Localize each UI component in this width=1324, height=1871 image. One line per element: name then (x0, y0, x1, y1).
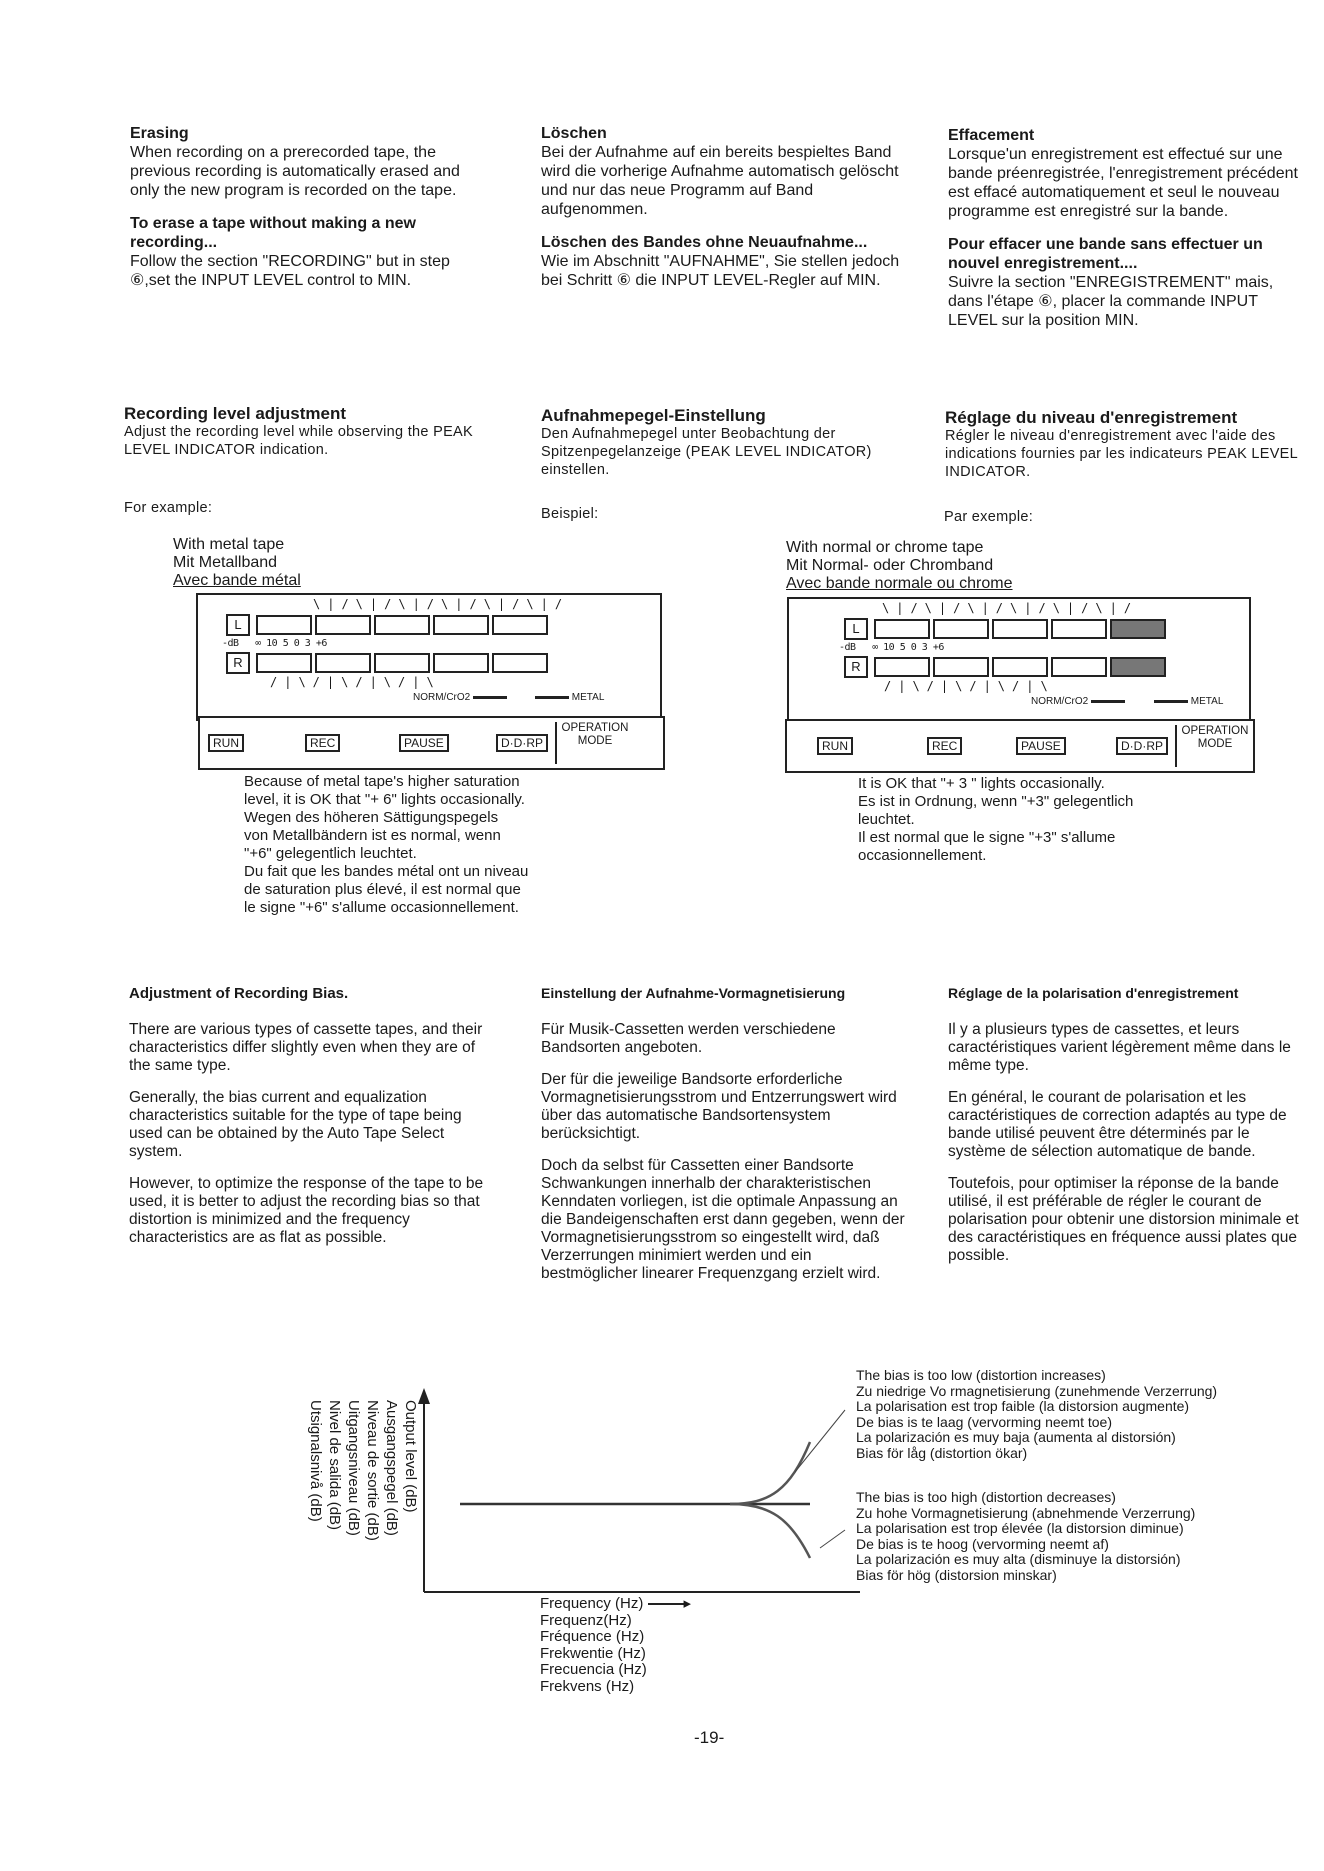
metal-rec-indicator: REC (305, 734, 340, 752)
erase-fr (948, 126, 1308, 330)
metal-left-seg (315, 615, 371, 635)
metal-pause-indicator: PAUSE (399, 734, 449, 752)
rec-level-de-title: Aufnahmepegel-Einstellung (541, 406, 766, 425)
normal-right-seg (874, 657, 930, 677)
erase-en (130, 124, 492, 290)
metal-heading-en: With metal tape (173, 536, 285, 553)
metal-caption-line: de saturation plus élevé, il est normal que (244, 881, 521, 898)
metal-run-indicator: RUN (208, 734, 244, 752)
metal-left-seg (433, 615, 489, 635)
metal-left-label: L (226, 614, 250, 636)
normal-top-ticks: \|/\|/\|/\|/\|/\|/ (882, 601, 1139, 615)
rec-level-en (124, 404, 500, 459)
normal-heading-fr: Avec bande normale ou chrome (786, 575, 1013, 592)
bias-de (541, 984, 905, 1283)
graph-low-note-line: The bias is too low (distortion increases) (856, 1367, 1106, 1383)
erase-de-title: Löschen (541, 125, 607, 142)
graph-y-label: Niveau de sortie (dB) (364, 1400, 381, 1541)
metal-norm-label: NORM/CrO2 (413, 692, 507, 703)
metal-ddrp-indicator: D·D·RP (496, 734, 548, 752)
graph-low-bias-curve (730, 1442, 810, 1504)
erase-de-body: Bei der Aufnahme auf ein bereits bespieltes Band wird die vorherige Aufnahme automatisch gelöscht und nur das neue Programm auf Band aufgenommen. (541, 144, 899, 218)
normal-left-seg (933, 619, 989, 639)
metal-left-seg (374, 615, 430, 635)
metal-caption-line: Wegen des höheren Sättigungspegels (244, 809, 499, 826)
rec-level-fr-title: Réglage du niveau d'enregistrement (945, 408, 1238, 427)
graph-high-note-line: De bias is te hoog (vervorming neemt af) (856, 1535, 1109, 1552)
metal-metal-label: METAL (535, 692, 604, 703)
normal-right-seg-plus6 (1110, 657, 1166, 677)
erase-fr-title: Effacement (948, 127, 1035, 144)
metal-right-seg (433, 653, 489, 673)
rec-level-fr-body: Régler le niveau d'enregistrement avec l'aide des indications fournies par les indicateurs PEAK LEVEL INDICATOR. (945, 428, 1298, 480)
metal-top-ticks: \|/\|/\|/\|/\|/\|/ (313, 597, 570, 611)
normal-left-seg (874, 619, 930, 639)
rec-level-fr-example: Par exemple: (944, 509, 1034, 525)
graph-y-label-block (306, 1400, 420, 1600)
bias-en-p3: However, to optimize the response of the tape to be used, it is better to adjust the recording bias so that distortion is minimized and the frequency characteristics are as flat as possible. (129, 1175, 484, 1246)
graph-low-note-line: De bias is te laag (vervorming neemt toe) (856, 1413, 1112, 1430)
graph-low-note-line: Bias för låg (distortion ökar) (856, 1444, 1028, 1461)
graph-low-note-line: La polarización es muy baja (aumenta al distorsión) (856, 1429, 1176, 1445)
graph-high-note-line: La polarisation est trop élevée (la distorsion diminue) (856, 1520, 1184, 1536)
bias-de-p2: Der für die jeweilige Bandsorte erforderliche Vormagnetisierungsstrom und Entzerrungswert wird über das automatische Bandsortensystem berücksichtigt. (541, 1071, 897, 1142)
normal-caption (858, 775, 1133, 865)
page-number: -19- (694, 1728, 725, 1747)
graph-low-pointer (795, 1410, 845, 1472)
bias-de-p1: Für Musik-Cassetten werden verschiedene Bandsorten angeboten. (541, 1021, 836, 1056)
graph-high-pointer (820, 1530, 845, 1548)
bias-en (129, 984, 489, 1247)
normal-heading-en: With normal or chrome tape (786, 539, 984, 556)
graph-high-note-line: La polarización es muy alta (disminuye la distorsión) (856, 1551, 1181, 1567)
metal-left-seg (256, 615, 312, 635)
rec-level-en-title: Recording level adjustment (124, 404, 346, 423)
normal-right-label: R (844, 656, 868, 678)
normal-left-seg-plus6 (1110, 619, 1166, 639)
normal-heading (786, 539, 1013, 593)
erase-fr-sub-title: Pour effacer une bande sans effectuer un nouvel enregistrement.... (948, 236, 1263, 272)
graph-x-label: Frecuencia (Hz) (540, 1661, 647, 1678)
normal-level-meter (787, 597, 1251, 723)
metal-caption-line: von Metallbändern ist es normal, wenn (244, 827, 501, 844)
rec-level-en-example: For example: (124, 500, 213, 516)
erase-fr-sub-body: Suivre la section "ENREGISTREMENT" mais, dans l'étape ⑥, placer la commande INPUT LEVEL sur la position MIN. (948, 274, 1274, 329)
metal-operation-panel (198, 716, 665, 770)
normal-right-channel (844, 656, 1169, 678)
metal-level-meter (196, 593, 662, 721)
normal-left-channel (844, 618, 1169, 640)
metal-caption-line: Du fait que les bandes métal ont un niveau (244, 863, 529, 880)
normal-run-indicator: RUN (817, 737, 853, 755)
graph-high-bias-note (856, 1490, 1195, 1583)
normal-norm-label: NORM/CrO2 (1031, 696, 1125, 707)
rec-level-en-body: Adjust the recording level while observing the PEAK LEVEL INDICATOR indication. (124, 424, 473, 458)
graph-low-note-line: Zu niedrige Vo rmagnetisierung (zunehmende Verzerrung) (856, 1382, 1218, 1399)
erase-de-sub-body: Wie im Abschnitt "AUFNAHME", Sie stellen jedoch bei Schritt ⑥ die INPUT LEVEL-Regler auf MIN. (541, 253, 900, 289)
graph-high-bias-curve (730, 1504, 810, 1558)
graph-x-label: Frekvens (Hz) (540, 1677, 635, 1695)
metal-heading (173, 536, 301, 590)
normal-left-label: L (844, 618, 868, 640)
normal-heading-de: Mit Normal- oder Chromband (786, 557, 994, 574)
normal-right-seg (1051, 657, 1107, 677)
metal-right-channel (226, 652, 551, 674)
normal-bottom-ticks: /|\/|\/|\/|\ (884, 679, 1055, 693)
graph-x-label: Frequency (Hz) ▸ (540, 1595, 692, 1612)
normal-right-seg (933, 657, 989, 677)
erase-de (541, 124, 907, 290)
bias-fr-title: Réglage de la polarisation d'enregistrement (948, 985, 1239, 1001)
graph-y-label: Uitgangsniveau (dB) (345, 1400, 362, 1536)
erase-en-body: When recording on a prerecorded tape, the previous recording is automatically erased and only the new program is recorded on the tape. (130, 144, 460, 199)
metal-heading-fr: Avec bande métal (173, 572, 301, 589)
normal-caption-line: Es ist in Ordnung, wenn "+3" gelegentlich (858, 793, 1134, 810)
normal-caption-line: Il est normal que le signe "+3" s'allume (858, 829, 1116, 846)
metal-right-seg (492, 653, 548, 673)
bias-de-p3: Doch da selbst für Cassetten einer Bandsorte Schwankungen innerhalb der charakteristischen Kenndaten vorliegen, ist die optimale Anpassung an die Bandeigenschaften erst dann gegeben, wenn der Vormagnetisierungsstrom so eingestellt wird, daß Verzerrungen minimiert werden und ein bestmöglicher linearer Frequenzgang erzielt wird. (541, 1157, 905, 1282)
erase-fr-body: Lorsque'un enregistrement est effectué sur une bande préenregistrée, l'enregistrement précédent est effacé automatiquement et seul le nouveau programme est enregistré sur la bande. (948, 146, 1298, 220)
normal-left-seg (992, 619, 1048, 639)
metal-right-seg (374, 653, 430, 673)
graph-x-label: Fréquence (Hz) (540, 1628, 645, 1645)
metal-caption-line: Because of metal tape's higher saturation (244, 773, 520, 790)
normal-caption-line: It is OK that "+ 3 " lights occasionally. (858, 775, 1105, 792)
bias-en-p2: Generally, the bias current and equalization characteristics suitable for the type of tape being used can be obtained by the Auto Tape Select system. (129, 1089, 462, 1160)
metal-heading-de: Mit Metallband (173, 554, 278, 571)
metal-right-seg (315, 653, 371, 673)
graph-low-bias-note (856, 1368, 1217, 1461)
graph-x-label: Frequenz(Hz) (540, 1611, 632, 1629)
erase-en-sub-body: Follow the section "RECORDING" but in step ⑥,set the INPUT LEVEL control to MIN. (130, 253, 450, 289)
graph-high-note-line: The bias is too high (distortion decreases) (856, 1489, 1116, 1505)
metal-left-channel (226, 614, 551, 636)
bias-fr-p2: En général, le courant de polarisation et les caractéristiques de correction adaptés au type de bande utilisé peuvent être déterminés par le système de sélection automatique de bande. (948, 1089, 1287, 1160)
bias-en-p1: There are various types of cassette tapes, and their characteristics differ slightly even when they are of the same type. (129, 1021, 483, 1074)
graph-low-note-line: La polarisation est trop faible (la distorsion augmente) (856, 1398, 1190, 1414)
graph-y-label: Ausgangspegel (dB) (383, 1400, 400, 1536)
graph-x-labels (540, 1596, 691, 1695)
erase-en-sub-title: To erase a tape without making a new recording... (130, 215, 416, 251)
metal-caption-line: "+6" gelegentlich leuchtet. (244, 845, 417, 862)
normal-caption-line: leuchtet. (858, 811, 915, 828)
graph-x-label: Frekwentie (Hz) (540, 1644, 646, 1662)
normal-caption-line: occasionnellement. (858, 847, 987, 864)
bias-de-title: Einstellung der Aufnahme-Vormagnetisierung (541, 985, 846, 1001)
bias-fr-p1: Il y a plusieurs types de cassettes, et leurs caractéristiques varient légèrement même dans le même type. (948, 1021, 1291, 1074)
metal-right-seg (256, 653, 312, 673)
metal-db-scale: -dB ∞ 10 5 0 3 +6 (222, 638, 327, 649)
normal-operation-panel (785, 719, 1255, 773)
normal-left-seg (1051, 619, 1107, 639)
metal-operation-mode-label: OPERATION MODE (555, 722, 633, 764)
normal-ddrp-indicator: D·D·RP (1116, 737, 1168, 755)
bias-fr (948, 984, 1308, 1265)
bias-en-title: Adjustment of Recording Bias. (129, 985, 349, 1002)
erase-en-title: Erasing (130, 125, 189, 142)
rec-level-de-example: Beispiel: (541, 506, 599, 522)
metal-caption (244, 773, 528, 917)
metal-left-seg (492, 615, 548, 635)
normal-operation-mode-label: OPERATION MODE (1175, 725, 1253, 767)
graph-high-note-line: Zu hohe Vormagnetisierung (abnehmende Verzerrung) (856, 1504, 1196, 1521)
graph-high-note-line: Bias för hög (distorsion minskar) (856, 1566, 1057, 1583)
graph-y-label: Nivel de salida (dB) (326, 1400, 343, 1531)
rec-level-de (541, 406, 921, 479)
metal-bottom-ticks: /|\/|\/|\/|\ (270, 675, 441, 689)
normal-rec-indicator: REC (927, 737, 962, 755)
normal-pause-indicator: PAUSE (1016, 737, 1066, 755)
graph-y-labels (300, 1400, 420, 1600)
metal-caption-line: level, it is OK that "+ 6" lights occasionally. (244, 791, 525, 808)
graph-y-label: Output level (dB) (402, 1400, 419, 1513)
metal-right-label: R (226, 652, 250, 674)
normal-metal-label: METAL (1154, 696, 1223, 707)
rec-level-de-body: Den Aufnahmepegel unter Beobachtung der Spitzenpegelanzeige (PEAK LEVEL INDICATOR) einstellen. (541, 426, 872, 478)
graph-y-label: Utsignalsnivå (dB) (307, 1400, 324, 1522)
metal-caption-line: le signe "+6" s'allume occasionnellement. (244, 899, 519, 916)
erase-de-sub-title: Löschen des Bandes ohne Neuaufnahme... (541, 234, 868, 251)
rec-level-fr (945, 408, 1313, 481)
normal-db-scale: -dB ∞ 10 5 0 3 +6 (839, 642, 944, 653)
normal-right-seg (992, 657, 1048, 677)
bias-fr-p3: Toutefois, pour optimiser la réponse de la bande utilisé, il est préférable de régler le courant de polarisation pour obtenir une distorsion minimale et des caractéristiques en fréquence aussi plates que possible. (948, 1175, 1299, 1264)
